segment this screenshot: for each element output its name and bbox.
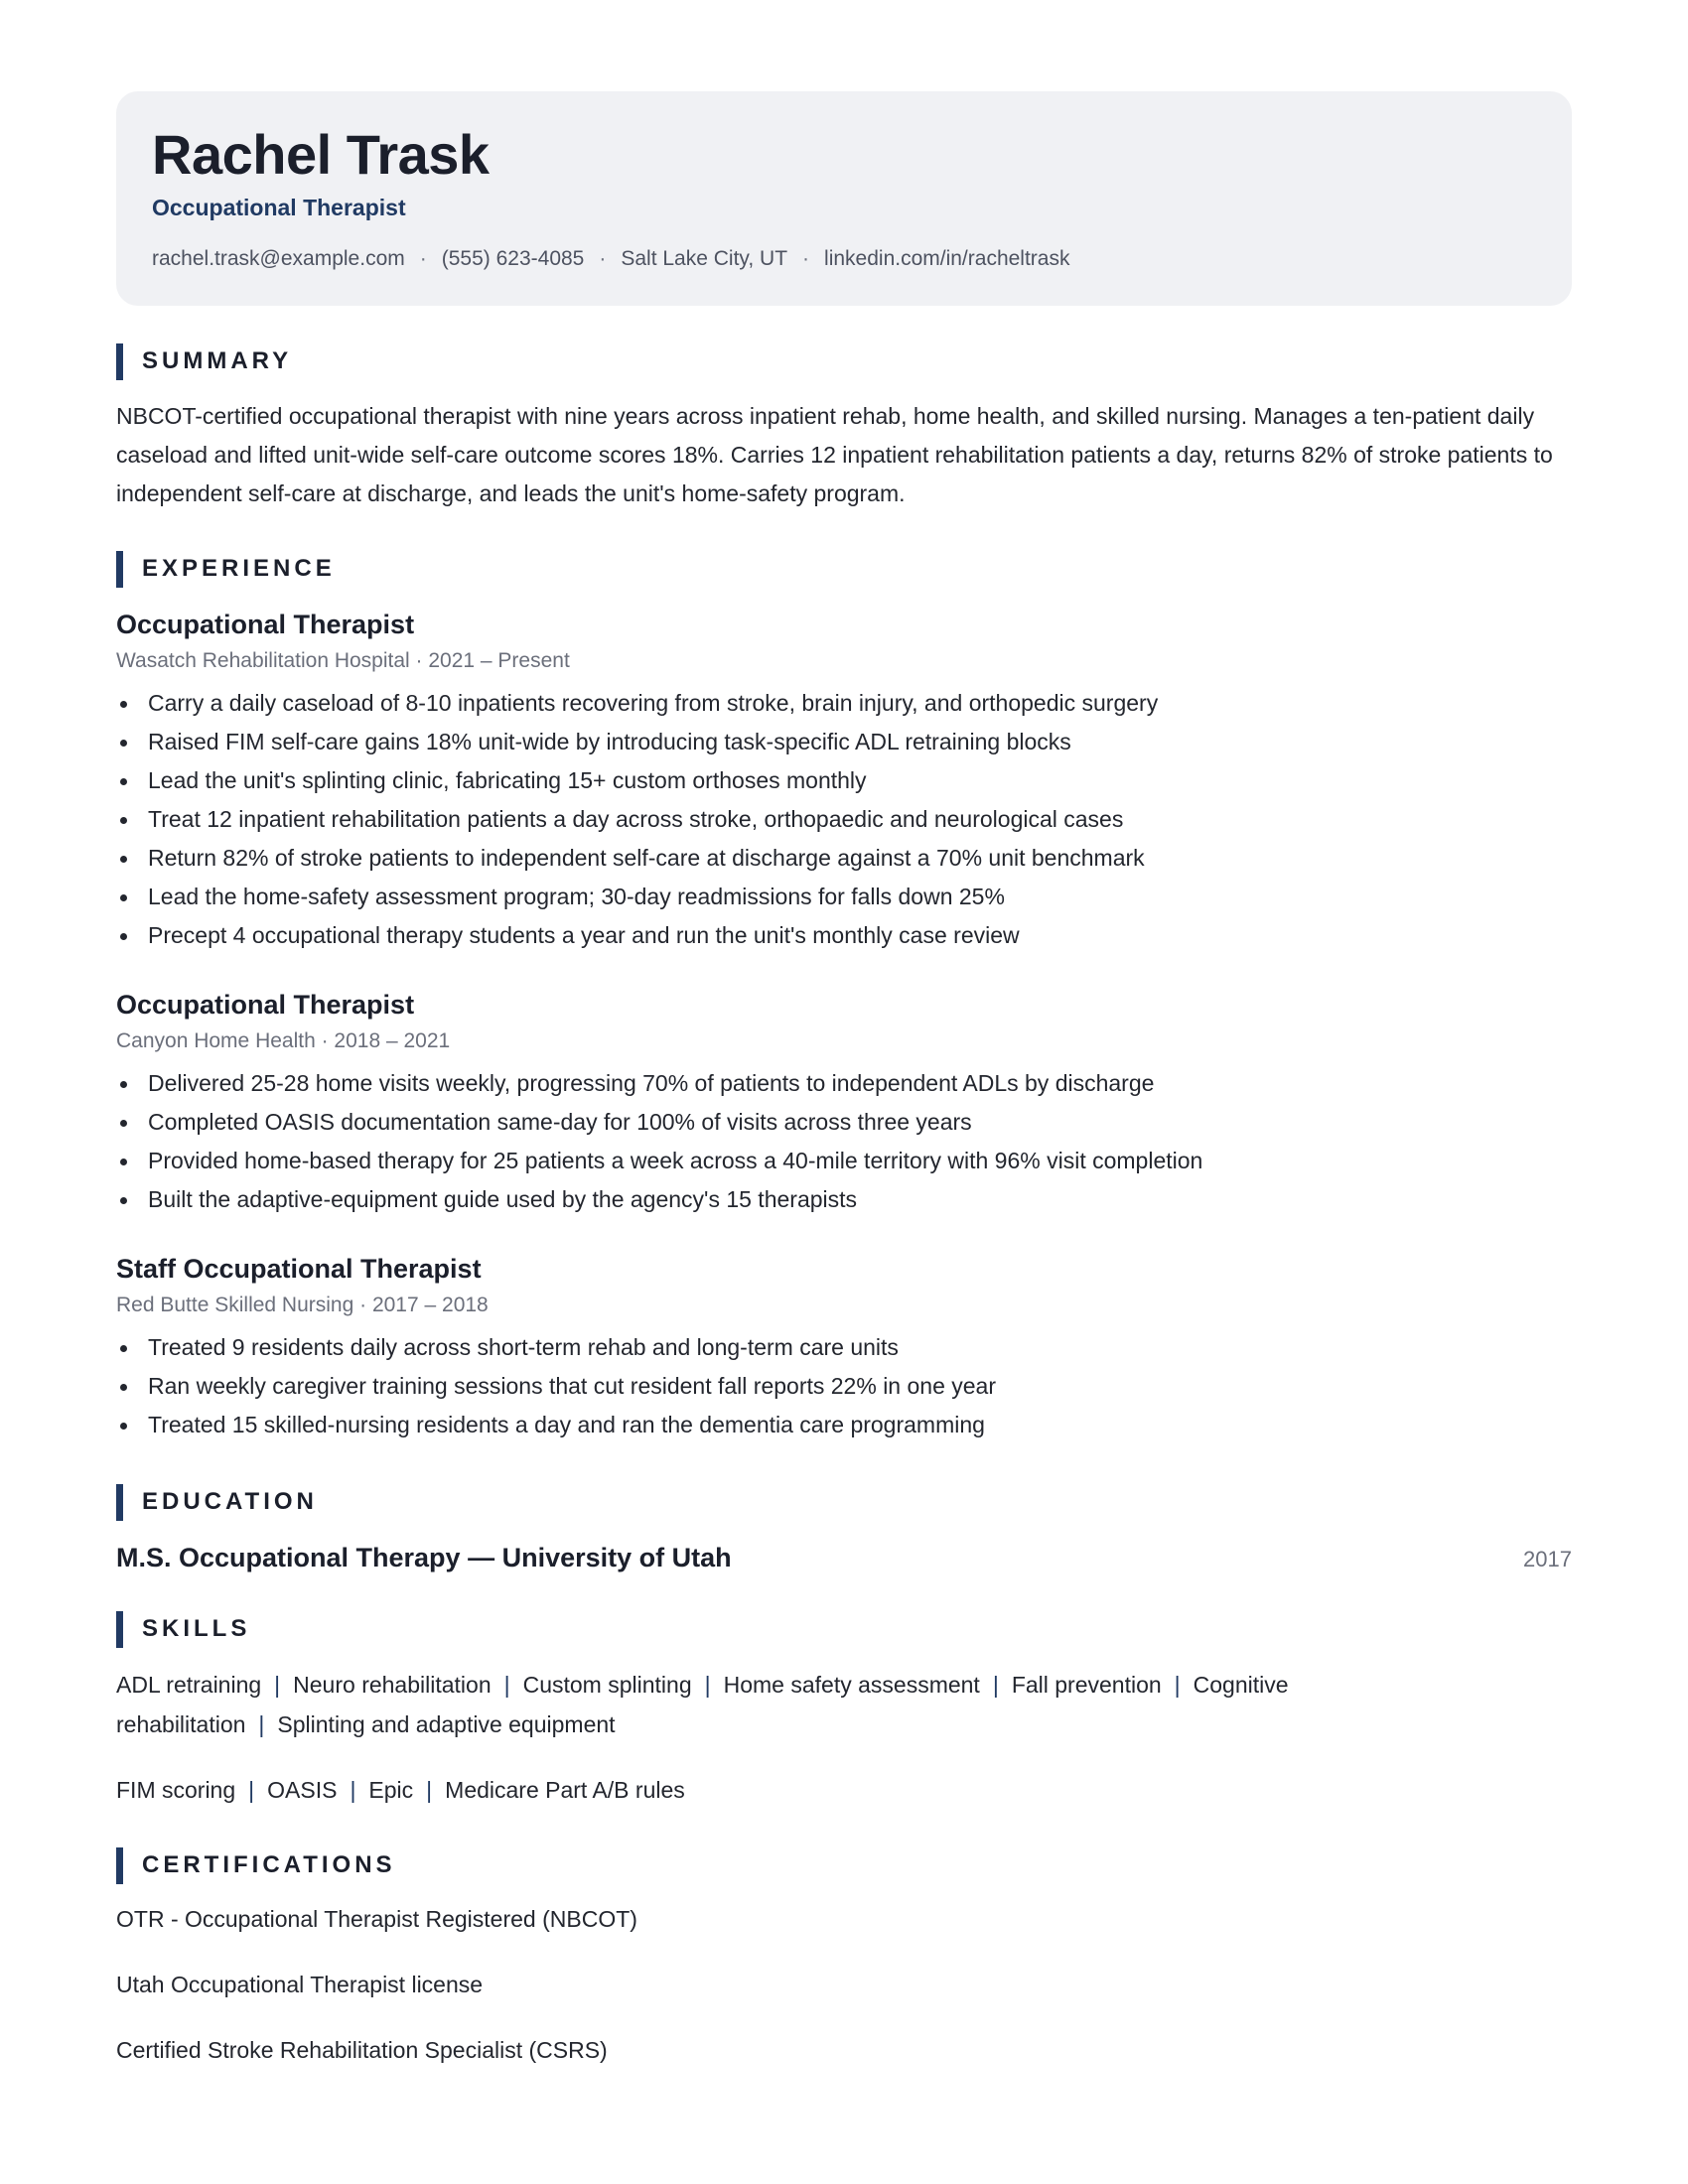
education-degree: M.S. Occupational Therapy — University of Utah: [116, 1543, 732, 1572]
section-accent-bar: [116, 1611, 123, 1648]
certification-item: OTR - Occupational Therapist Registered (NBCOT): [116, 1906, 637, 1932]
section-heading: [116, 1484, 1572, 1520]
skill-separator: |: [704, 1672, 711, 1698]
contact-separator: ·: [802, 247, 810, 270]
bullet-item: Lead the unit's splinting clinic, fabricating 15+ custom orthoses monthly: [116, 761, 1572, 800]
section-heading-label: CERTIFICATIONS: [142, 1851, 396, 1878]
bullet-item: Completed OASIS documentation same-day for 100% of visits across three years: [116, 1103, 1572, 1142]
bullet-item: Raised FIM self-care gains 18% unit-wide by introducing task-specific ADL retraining blocks: [116, 723, 1572, 761]
bullet-item: Provided home-based therapy for 25 patients a week across a 40-mile territory with 96% visit completion: [116, 1142, 1572, 1180]
contact-separator: ·: [419, 247, 427, 270]
job-entry: [116, 1251, 1572, 1444]
skills-line: [116, 1770, 1427, 1810]
skill-item: Medicare Part A/B rules: [445, 1777, 685, 1803]
skill-separator: |: [1174, 1672, 1181, 1698]
summary-text: NBCOT-certified occupational therapist with nine years across inpatient rehab, home health, and skilled nursing. Manages a ten-patient daily caseload and lifted unit-wide self-care outcome scores 18%. Carries 12 inpatient rehabilitation patients a day, returns 82% of stroke patients to independent self-care at discharge, and leads the unit's home-safety program.: [116, 403, 1553, 506]
skill-item: OASIS: [267, 1777, 338, 1803]
bullet-item: Precept 4 occupational therapy students a year and run the unit's monthly case review: [116, 916, 1572, 955]
certifications-section: [116, 1847, 1572, 2068]
certification-item: Certified Stroke Rehabilitation Specialist (CSRS): [116, 2037, 608, 2063]
bullet-item: Delivered 25-28 home visits weekly, progressing 70% of patients to independent ADLs by discharge: [116, 1064, 1572, 1103]
section-heading-label: SKILLS: [142, 1615, 251, 1642]
section-heading: [116, 551, 1572, 587]
skill-separator: |: [248, 1777, 255, 1803]
skill-separator: |: [274, 1672, 281, 1698]
skills-groups: [116, 1665, 1572, 1810]
skill-item: Fall prevention: [1011, 1672, 1162, 1698]
skill-item: Neuro rehabilitation: [293, 1672, 492, 1698]
contact-line: [152, 244, 1536, 274]
job-title: Occupational Therapist: [116, 610, 415, 639]
bullet-item: Lead the home-safety assessment program; 30-day readmissions for falls down 25%: [116, 878, 1572, 916]
skill-item: Splinting and adaptive equipment: [277, 1711, 616, 1737]
skill-separator: |: [992, 1672, 999, 1698]
job-list: [116, 607, 1572, 1444]
job-meta: Red Butte Skilled Nursing · 2017 – 2018: [116, 1294, 489, 1316]
job-title: Staff Occupational Therapist: [116, 1254, 482, 1284]
skill-item: Epic: [368, 1777, 414, 1803]
contact-separator: ·: [599, 247, 607, 270]
job-bullets: [116, 1064, 1572, 1219]
section-accent-bar: [116, 1847, 123, 1884]
section-heading-label: EDUCATION: [142, 1488, 318, 1515]
skill-separator: |: [503, 1672, 510, 1698]
section-accent-bar: [116, 551, 123, 588]
job-meta: Wasatch Rehabilitation Hospital · 2021 – Present: [116, 649, 570, 672]
section-heading: [116, 1847, 1572, 1883]
contact-phone[interactable]: (555) 623-4085: [441, 247, 585, 270]
skills-section: [116, 1611, 1572, 1810]
resume-header: [116, 91, 1572, 306]
contact-linkedin[interactable]: linkedin.com/in/racheltrask: [824, 247, 1070, 270]
skill-item: ADL retraining: [116, 1672, 262, 1698]
bullet-item: Treated 9 residents daily across short-term rehab and long-term care units: [116, 1328, 1572, 1367]
candidate-title: Occupational Therapist: [152, 195, 406, 220]
education-entry: [116, 1540, 1572, 1575]
job-entry: [116, 987, 1572, 1219]
skill-separator: |: [350, 1777, 356, 1803]
certification-item: Utah Occupational Therapist license: [116, 1972, 484, 1997]
candidate-name: Rachel Trask: [152, 123, 490, 186]
contact-location: Salt Lake City, UT: [621, 247, 788, 270]
bullet-item: Ran weekly caregiver training sessions that cut resident fall reports 22% in one year: [116, 1367, 1572, 1406]
bullet-item: Carry a daily caseload of 8-10 inpatients recovering from stroke, brain injury, and orthopedic surgery: [116, 684, 1572, 723]
section-heading-label: SUMMARY: [142, 347, 293, 374]
skill-item: Cognitive rehabilitation: [116, 1672, 1289, 1737]
contact-email[interactable]: rachel.trask@example.com: [152, 247, 405, 270]
job-bullets: [116, 1328, 1572, 1444]
bullet-item: Treat 12 inpatient rehabilitation patients a day across stroke, orthopaedic and neurological cases: [116, 800, 1572, 839]
education-section: [116, 1484, 1572, 1575]
bullet-item: Treated 15 skilled-nursing residents a day and ran the dementia care programming: [116, 1406, 1572, 1444]
section-heading: [116, 343, 1572, 379]
bullet-item: Built the adaptive-equipment guide used by the agency's 15 therapists: [116, 1180, 1572, 1219]
job-title: Occupational Therapist: [116, 990, 415, 1020]
job-bullets: [116, 684, 1572, 955]
bullet-item: Return 82% of stroke patients to independent self-care at discharge against a 70% unit benchmark: [116, 839, 1572, 878]
section-accent-bar: [116, 343, 123, 380]
education-year: 2017: [1523, 1547, 1572, 1571]
section-heading: [116, 1611, 1572, 1647]
skill-separator: |: [258, 1711, 265, 1737]
skills-line: [116, 1665, 1427, 1744]
skill-item: FIM scoring: [116, 1777, 236, 1803]
skill-item: Custom splinting: [522, 1672, 692, 1698]
job-meta: Canyon Home Health · 2018 – 2021: [116, 1029, 451, 1052]
job-entry: [116, 607, 1572, 955]
section-heading-label: EXPERIENCE: [142, 555, 336, 582]
skill-item: Home safety assessment: [723, 1672, 980, 1698]
skill-separator: |: [426, 1777, 433, 1803]
summary-section: [116, 343, 1572, 513]
experience-section: [116, 551, 1572, 1444]
section-accent-bar: [116, 1484, 123, 1521]
certification-list: [116, 1901, 1572, 2068]
